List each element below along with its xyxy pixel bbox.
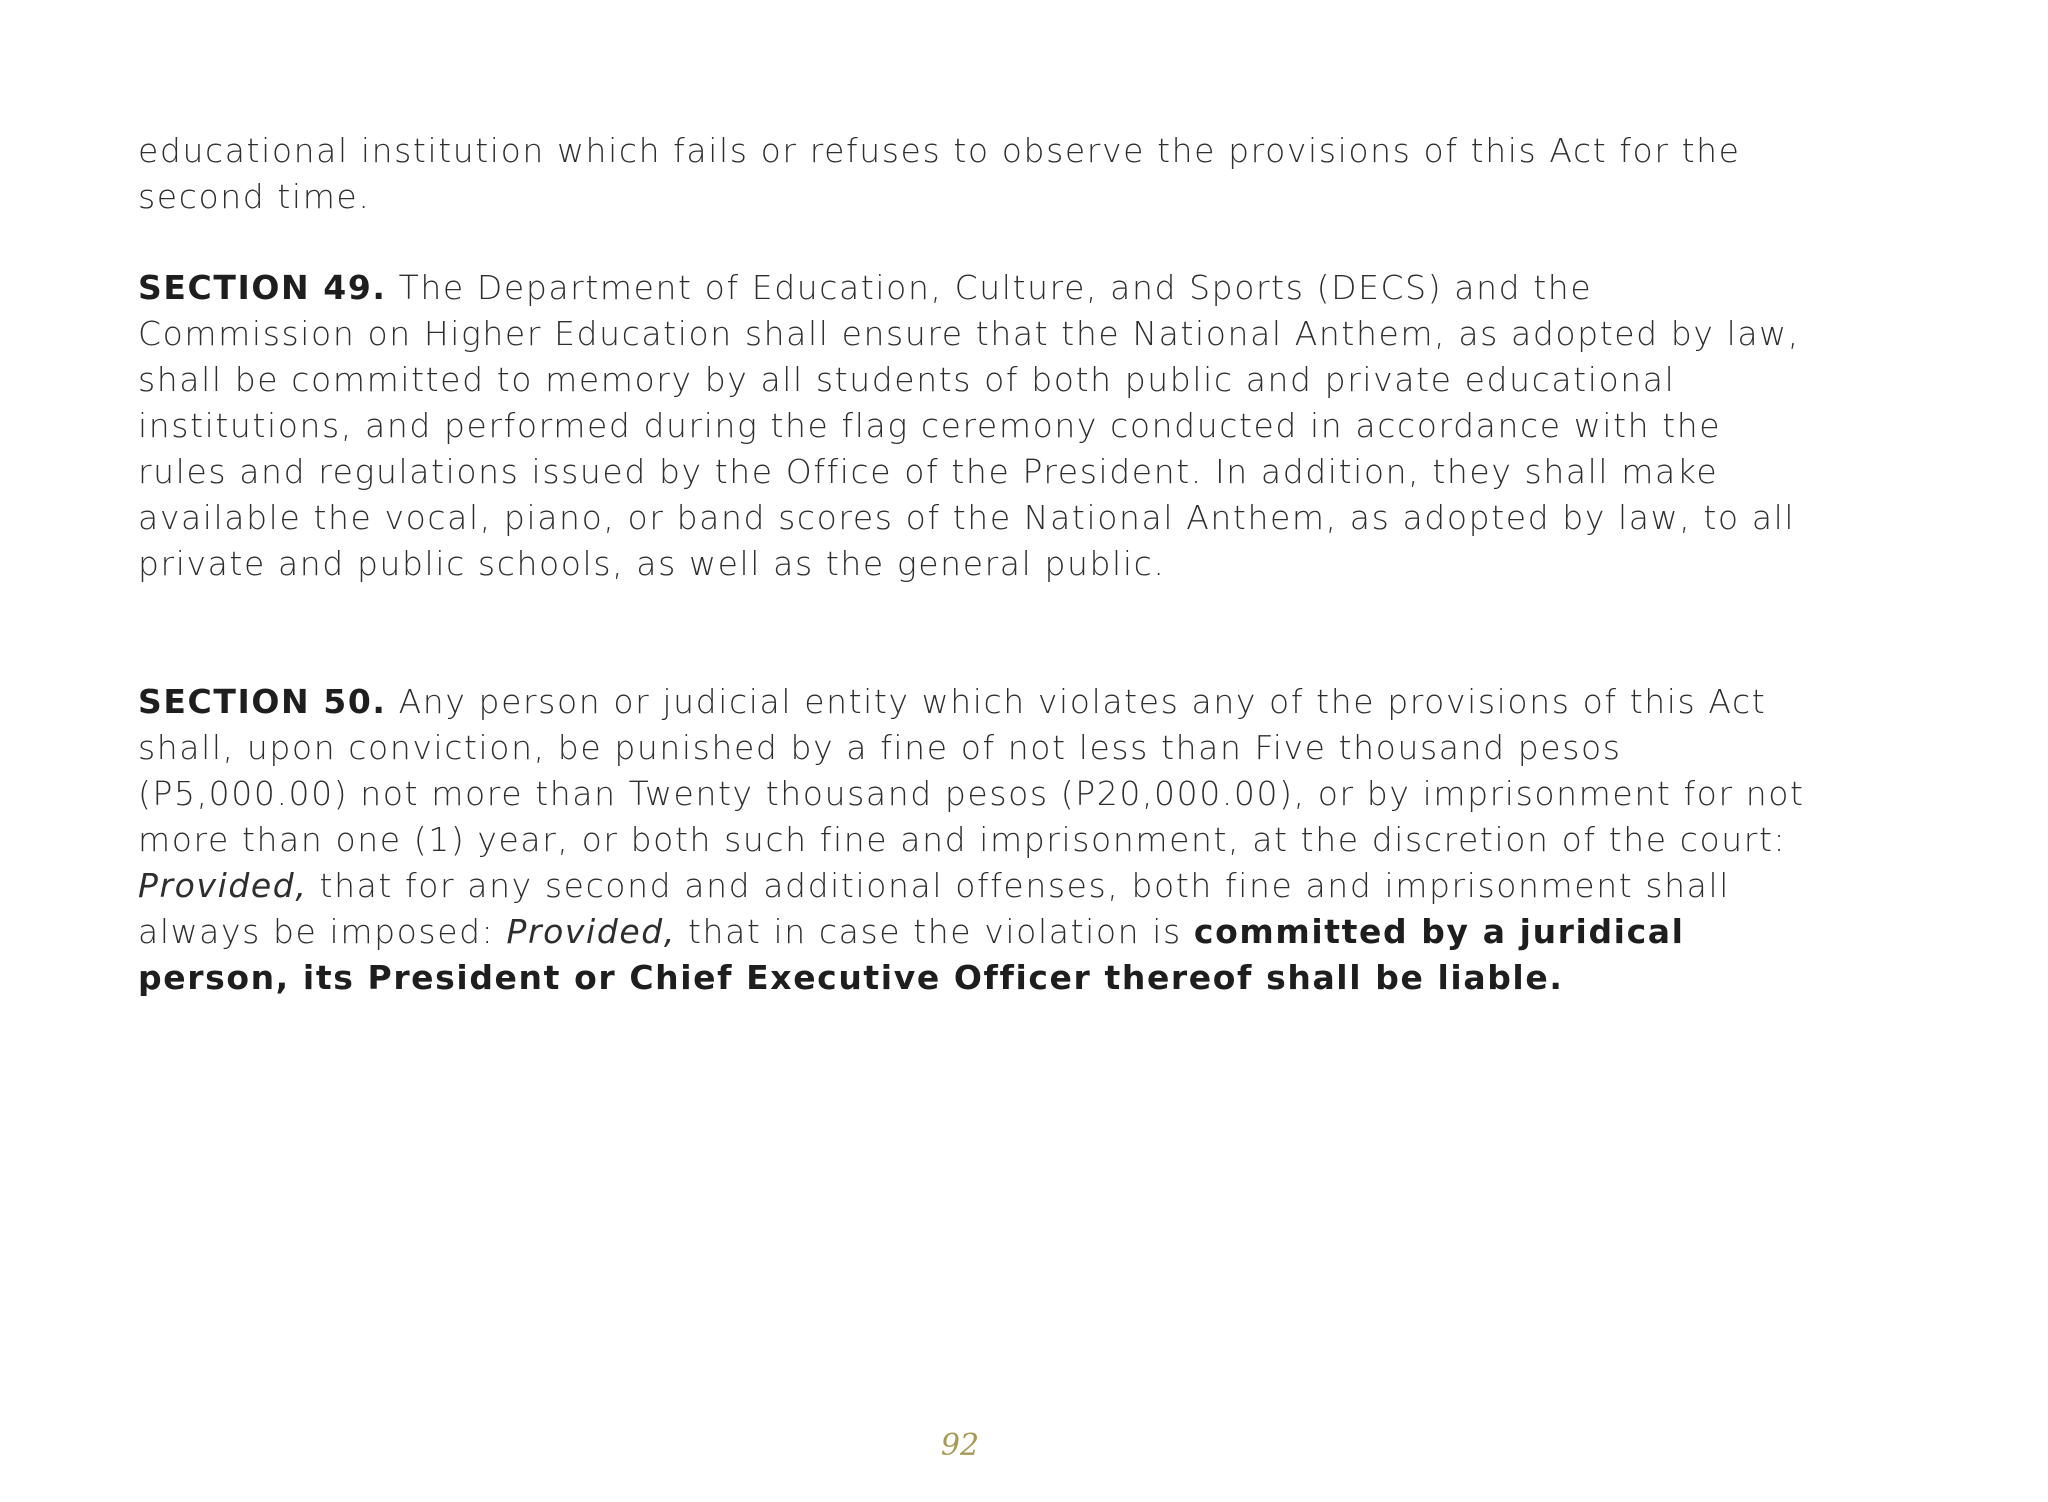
section-50-body-part2: that for any second and additional offenses, both fine and imprisonment shall always be imposed: (138, 866, 1731, 951)
section-50-liability-clause: committed by a juridical person, its President or Chief Executive Officer thereof shall be liable. (138, 912, 1685, 997)
section-50-label: SECTION 50. (138, 682, 387, 721)
section-50-paragraph (138, 679, 1818, 1001)
section-49-label: SECTION 49. (138, 268, 387, 307)
section-49-paragraph (138, 265, 1818, 587)
continuation-paragraph (138, 128, 1818, 220)
page-number: 92 (940, 1428, 980, 1463)
section-50-body-part3: that in case the violation is (675, 912, 1194, 951)
section-50-proviso-2: Provided, (506, 912, 676, 951)
section-50-proviso-1: Provided, (138, 866, 308, 905)
section-50-body-part1: Any person or judicial entity which violates any of the provisions of this Act shall, upon conviction, be punished by a fine of not less than Five thousand pesos (P5,000.00) not more than Twenty thousand pesos (P20,000.00), or by imprisonment for not more than one (1) year, or both such fine and imprisonment, at the discretion of the court: (138, 682, 1805, 859)
section-49-body: The Department of Education, Culture, and Sports (DECS) and the Commission on Higher Education shall ensure that the National Anthem, as adopted by law, shall be committed to memory by all students of both public and private educational institutions, and performed during the flag ceremony conducted in accordance with the rules and regulations issued by the Office of the President. In addition, they shall make available the vocal, piano, or band scores of the National Anthem, as adopted by law, to all private and public schools, as well as the general public. (138, 268, 1800, 583)
continuation-text: educational institution which fails or refuses to observe the provisions of this Act for the second time. (138, 131, 1741, 216)
